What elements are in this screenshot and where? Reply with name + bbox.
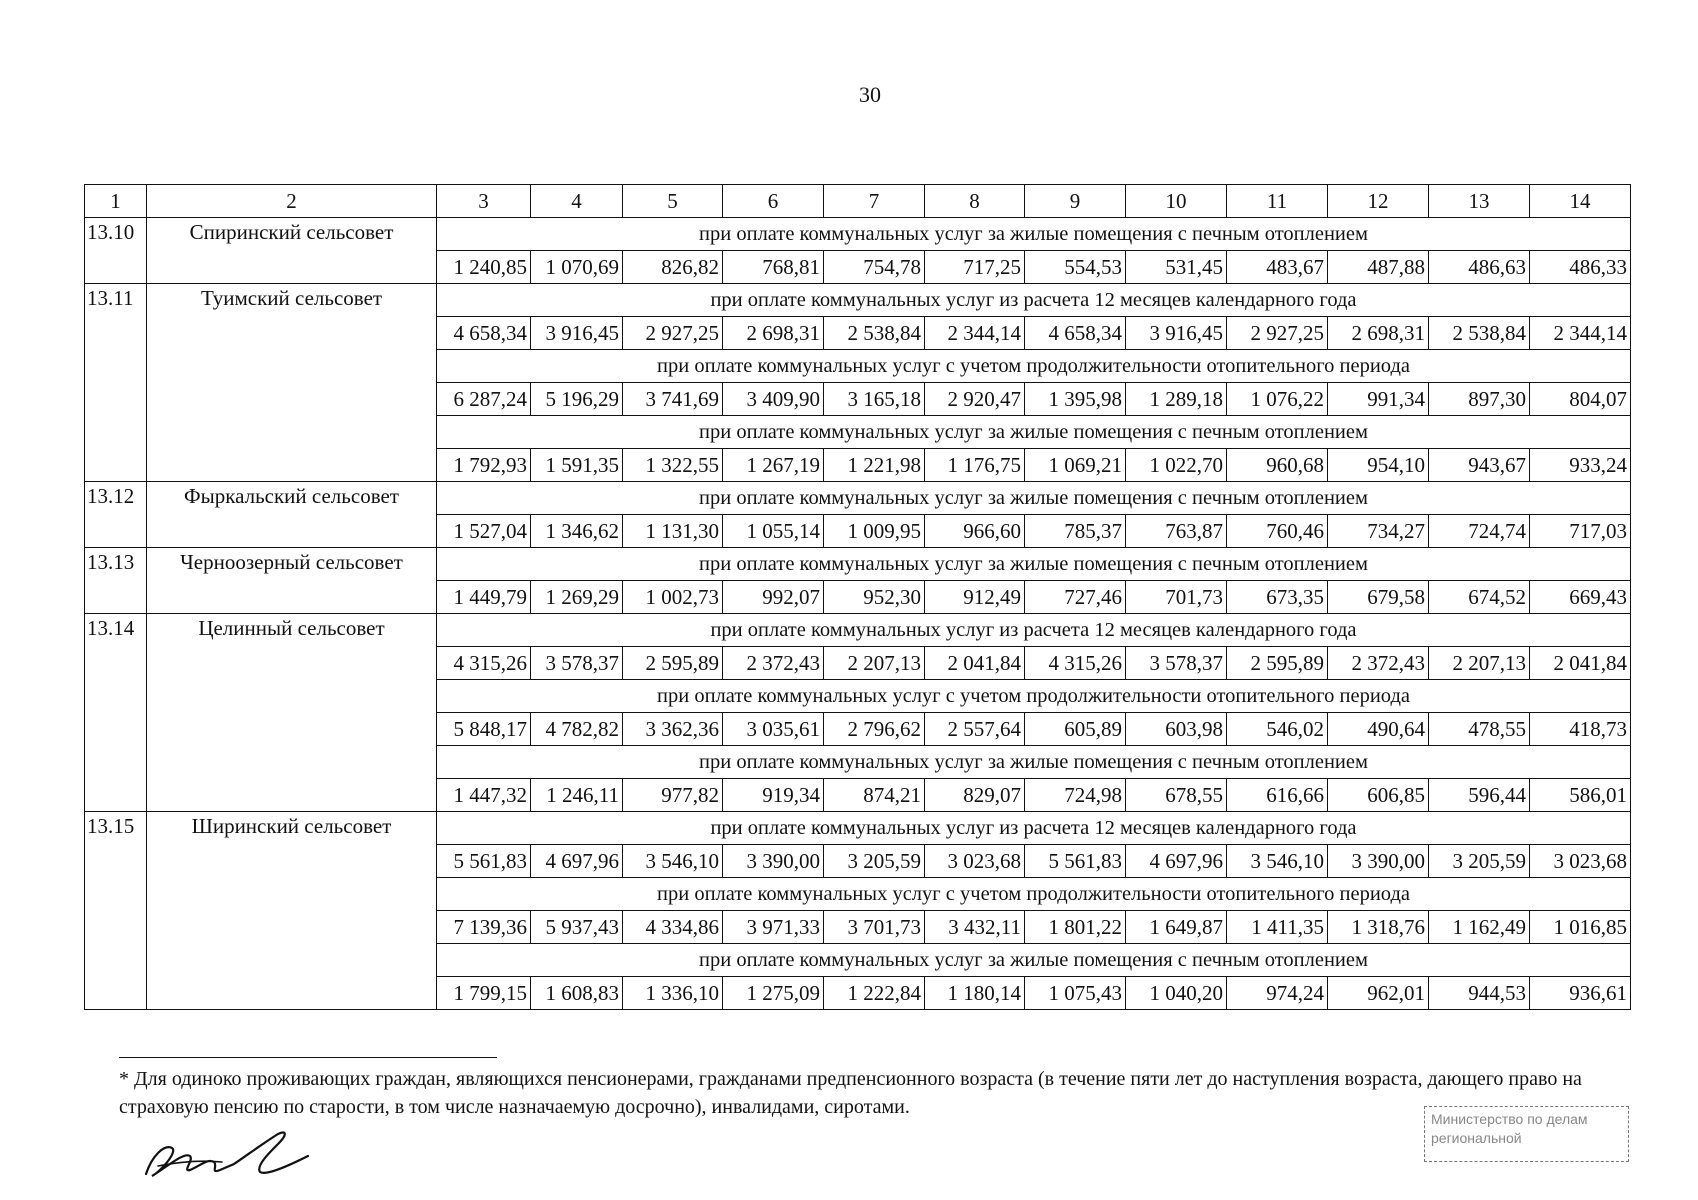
tariff-value: 546,02	[1227, 713, 1328, 746]
tariff-value: 974,24	[1227, 977, 1328, 1010]
tariff-value: 1 070,69	[531, 251, 623, 284]
row-number: 13.12	[85, 482, 147, 548]
payment-condition: при оплате коммунальных услуг из расчета 12 месяцев календарного года	[437, 614, 1631, 647]
tariff-value: 1 180,14	[925, 977, 1025, 1010]
tariff-value: 768,81	[723, 251, 824, 284]
tariff-value: 2 595,89	[623, 647, 723, 680]
tariff-value: 2 372,43	[1328, 647, 1429, 680]
tariff-value: 943,67	[1429, 449, 1530, 482]
tariff-value: 4 315,26	[437, 647, 531, 680]
tariff-value: 2 557,64	[925, 713, 1025, 746]
tariff-value: 3 205,59	[1429, 845, 1530, 878]
settlement-name: Туимский сельсовет	[147, 284, 437, 482]
tariff-value: 952,30	[824, 581, 925, 614]
settlement-name: Фыркальский сельсовет	[147, 482, 437, 548]
tariff-value: 606,85	[1328, 779, 1429, 812]
tariff-value: 1 246,11	[531, 779, 623, 812]
condition-row	[85, 218, 1631, 251]
payment-condition: при оплате коммунальных услуг из расчета 12 месяцев календарного года	[437, 284, 1631, 317]
tariff-value: 4 658,34	[1025, 317, 1126, 350]
tariff-value: 804,07	[1530, 383, 1631, 416]
settlement-name: Целинный сельсовет	[147, 614, 437, 812]
footnote: * Для одиноко проживающих граждан, являющихся пенсионерами, гражданами предпенсионного возраста (в течение пяти лет до наступления возраста, дающего право на страховую пенсию по старости, в том числе назначаемую досрочно), инвалидами, сиротами.	[119, 1068, 1582, 1118]
tariff-value: 5 561,83	[1025, 845, 1126, 878]
tariff-value: 826,82	[623, 251, 723, 284]
tariff-value: 486,33	[1530, 251, 1631, 284]
column-header: 8	[925, 185, 1025, 218]
tariff-value: 1 075,43	[1025, 977, 1126, 1010]
tariff-value: 717,25	[925, 251, 1025, 284]
tariff-value: 933,24	[1530, 449, 1631, 482]
tariff-value: 1 131,30	[623, 515, 723, 548]
tariff-value: 3 971,33	[723, 911, 824, 944]
tariff-value: 1 449,79	[437, 581, 531, 614]
column-header: 13	[1429, 185, 1530, 218]
tariff-value: 763,87	[1126, 515, 1227, 548]
tariff-value: 6 287,24	[437, 383, 531, 416]
tariff-value: 919,34	[723, 779, 824, 812]
tariff-value: 4 697,96	[531, 845, 623, 878]
tariff-value: 1 318,76	[1328, 911, 1429, 944]
tariff-value: 3 701,73	[824, 911, 925, 944]
tariff-value: 673,35	[1227, 581, 1328, 614]
tariff-value: 418,73	[1530, 713, 1631, 746]
settlement-name: Черноозерный сельсовет	[147, 548, 437, 614]
tariff-value: 2 207,13	[824, 647, 925, 680]
tariff-value: 1 055,14	[723, 515, 824, 548]
column-header: 7	[824, 185, 925, 218]
tariff-value: 1 608,83	[531, 977, 623, 1010]
table-body	[85, 185, 1631, 1010]
tariff-value: 4 658,34	[437, 317, 531, 350]
column-header: 10	[1126, 185, 1227, 218]
tariff-value: 1 346,62	[531, 515, 623, 548]
tariff-value: 991,34	[1328, 383, 1429, 416]
tariff-value: 727,46	[1025, 581, 1126, 614]
tariff-value: 5 196,29	[531, 383, 623, 416]
tariff-value: 829,07	[925, 779, 1025, 812]
payment-condition: при оплате коммунальных услуг из расчета 12 месяцев календарного года	[437, 812, 1631, 845]
column-header: 5	[623, 185, 723, 218]
tariff-value: 944,53	[1429, 977, 1530, 1010]
tariff-value: 2 920,47	[925, 383, 1025, 416]
tariff-value: 754,78	[824, 251, 925, 284]
tariff-value: 2 927,25	[623, 317, 723, 350]
tariff-value: 3 023,68	[925, 845, 1025, 878]
tariff-value: 669,43	[1530, 581, 1631, 614]
tariff-value: 966,60	[925, 515, 1025, 548]
footnote-divider	[119, 1057, 497, 1058]
tariff-value: 603,98	[1126, 713, 1227, 746]
tariff-table	[84, 184, 1631, 1010]
tariff-value: 3 165,18	[824, 383, 925, 416]
tariff-value: 5 848,17	[437, 713, 531, 746]
condition-row	[85, 614, 1631, 647]
tariff-value: 3 205,59	[824, 845, 925, 878]
signature	[138, 1122, 318, 1184]
tariff-value: 4 782,82	[531, 713, 623, 746]
tariff-value: 1 269,29	[531, 581, 623, 614]
payment-condition: при оплате коммунальных услуг за жилые помещения с печным отоплением	[437, 746, 1631, 779]
tariff-value: 2 207,13	[1429, 647, 1530, 680]
payment-condition: при оплате коммунальных услуг за жилые помещения с печным отоплением	[437, 944, 1631, 977]
tariff-value: 1 322,55	[623, 449, 723, 482]
tariff-value: 1 411,35	[1227, 911, 1328, 944]
tariff-value: 1 267,19	[723, 449, 824, 482]
tariff-value: 554,53	[1025, 251, 1126, 284]
tariff-value: 2 344,14	[1530, 317, 1631, 350]
tariff-value: 1 447,32	[437, 779, 531, 812]
column-header: 2	[147, 185, 437, 218]
tariff-value: 2 796,62	[824, 713, 925, 746]
tariff-value: 478,55	[1429, 713, 1530, 746]
column-header: 12	[1328, 185, 1429, 218]
tariff-value: 1 162,49	[1429, 911, 1530, 944]
tariff-value: 3 578,37	[531, 647, 623, 680]
column-header: 4	[531, 185, 623, 218]
tariff-value: 1 176,75	[925, 449, 1025, 482]
tariff-value: 992,07	[723, 581, 824, 614]
tariff-value: 531,45	[1126, 251, 1227, 284]
tariff-value: 717,03	[1530, 515, 1631, 548]
tariff-value: 897,30	[1429, 383, 1530, 416]
page-number: 30	[859, 82, 881, 107]
row-number: 13.14	[85, 614, 147, 812]
column-header: 9	[1025, 185, 1126, 218]
tariff-value: 678,55	[1126, 779, 1227, 812]
tariff-value: 1 022,70	[1126, 449, 1227, 482]
tariff-value: 487,88	[1328, 251, 1429, 284]
column-header: 1	[85, 185, 147, 218]
tariff-value: 596,44	[1429, 779, 1530, 812]
tariff-value: 724,74	[1429, 515, 1530, 548]
tariff-value: 2 372,43	[723, 647, 824, 680]
column-header: 14	[1530, 185, 1631, 218]
tariff-value: 2 595,89	[1227, 647, 1328, 680]
tariff-value: 1 395,98	[1025, 383, 1126, 416]
tariff-value: 1 336,10	[623, 977, 723, 1010]
tariff-value: 5 937,43	[531, 911, 623, 944]
tariff-value: 734,27	[1328, 515, 1429, 548]
tariff-value: 2 927,25	[1227, 317, 1328, 350]
tariff-value: 3 741,69	[623, 383, 723, 416]
tariff-value: 962,01	[1328, 977, 1429, 1010]
condition-row	[85, 812, 1631, 845]
tariff-value: 1 009,95	[824, 515, 925, 548]
tariff-value: 1 649,87	[1126, 911, 1227, 944]
tariff-value: 1 076,22	[1227, 383, 1328, 416]
tariff-value: 724,98	[1025, 779, 1126, 812]
tariff-value: 1 801,22	[1025, 911, 1126, 944]
payment-condition: при оплате коммунальных услуг за жилые помещения с печным отоплением	[437, 218, 1631, 251]
tariff-value: 785,37	[1025, 515, 1126, 548]
row-number: 13.10	[85, 218, 147, 284]
tariff-value: 2 698,31	[1328, 317, 1429, 350]
tariff-value: 1 040,20	[1126, 977, 1227, 1010]
tariff-value: 912,49	[925, 581, 1025, 614]
tariff-value: 2 538,84	[1429, 317, 1530, 350]
tariff-value: 3 916,45	[1126, 317, 1227, 350]
settlement-name: Ширинский сельсовет	[147, 812, 437, 1010]
settlement-name: Спиринский сельсовет	[147, 218, 437, 284]
payment-condition: при оплате коммунальных услуг за жилые помещения с печным отоплением	[437, 482, 1631, 515]
tariff-value: 1 221,98	[824, 449, 925, 482]
tariff-value: 1 002,73	[623, 581, 723, 614]
tariff-value: 3 390,00	[723, 845, 824, 878]
tariff-value: 4 315,26	[1025, 647, 1126, 680]
row-number: 13.11	[85, 284, 147, 482]
tariff-value: 3 035,61	[723, 713, 824, 746]
condition-row	[85, 482, 1631, 515]
tariff-value: 1 222,84	[824, 977, 925, 1010]
tariff-value: 3 390,00	[1328, 845, 1429, 878]
tariff-value: 1 799,15	[437, 977, 531, 1010]
tariff-value: 679,58	[1328, 581, 1429, 614]
tariff-value: 1 527,04	[437, 515, 531, 548]
payment-condition: при оплате коммунальных услуг за жилые помещения с печным отоплением	[437, 548, 1631, 581]
header-row	[85, 185, 1631, 218]
column-header: 11	[1227, 185, 1328, 218]
tariff-value: 760,46	[1227, 515, 1328, 548]
tariff-value: 954,10	[1328, 449, 1429, 482]
tariff-value: 674,52	[1429, 581, 1530, 614]
tariff-value: 586,01	[1530, 779, 1631, 812]
column-header: 3	[437, 185, 531, 218]
tariff-value: 936,61	[1530, 977, 1631, 1010]
tariff-value: 4 334,86	[623, 911, 723, 944]
tariff-value: 5 561,83	[437, 845, 531, 878]
tariff-value: 1 016,85	[1530, 911, 1631, 944]
column-header: 6	[723, 185, 824, 218]
tariff-value: 874,21	[824, 779, 925, 812]
tariff-value: 3 362,36	[623, 713, 723, 746]
tariff-value: 1 591,35	[531, 449, 623, 482]
tariff-value: 1 792,93	[437, 449, 531, 482]
condition-row	[85, 284, 1631, 317]
tariff-value: 1 240,85	[437, 251, 531, 284]
tariff-value: 616,66	[1227, 779, 1328, 812]
condition-row	[85, 548, 1631, 581]
tariff-value: 2 041,84	[925, 647, 1025, 680]
row-number: 13.13	[85, 548, 147, 614]
tariff-value: 4 697,96	[1126, 845, 1227, 878]
tariff-value: 483,67	[1227, 251, 1328, 284]
tariff-value: 960,68	[1227, 449, 1328, 482]
row-number: 13.15	[85, 812, 147, 1010]
registration-stamp: Министерство по делам региональной	[1424, 1106, 1629, 1162]
tariff-value: 605,89	[1025, 713, 1126, 746]
tariff-value: 1 069,21	[1025, 449, 1126, 482]
payment-condition: при оплате коммунальных услуг с учетом продолжительности отопительного периода	[437, 350, 1631, 383]
tariff-value: 3 546,10	[1227, 845, 1328, 878]
tariff-value: 1 275,09	[723, 977, 824, 1010]
payment-condition: при оплате коммунальных услуг за жилые помещения с печным отоплением	[437, 416, 1631, 449]
tariff-value: 1 289,18	[1126, 383, 1227, 416]
tariff-value: 3 023,68	[1530, 845, 1631, 878]
tariff-value: 3 432,11	[925, 911, 1025, 944]
tariff-value: 977,82	[623, 779, 723, 812]
tariff-value: 2 538,84	[824, 317, 925, 350]
payment-condition: при оплате коммунальных услуг с учетом продолжительности отопительного периода	[437, 680, 1631, 713]
tariff-value: 486,63	[1429, 251, 1530, 284]
tariff-value: 3 546,10	[623, 845, 723, 878]
tariff-value: 701,73	[1126, 581, 1227, 614]
tariff-value: 490,64	[1328, 713, 1429, 746]
tariff-value: 3 578,37	[1126, 647, 1227, 680]
payment-condition: при оплате коммунальных услуг с учетом продолжительности отопительного периода	[437, 878, 1631, 911]
tariff-value: 3 409,90	[723, 383, 824, 416]
tariff-value: 2 698,31	[723, 317, 824, 350]
tariff-value: 2 344,14	[925, 317, 1025, 350]
tariff-value: 2 041,84	[1530, 647, 1631, 680]
tariff-value: 7 139,36	[437, 911, 531, 944]
tariff-value: 3 916,45	[531, 317, 623, 350]
